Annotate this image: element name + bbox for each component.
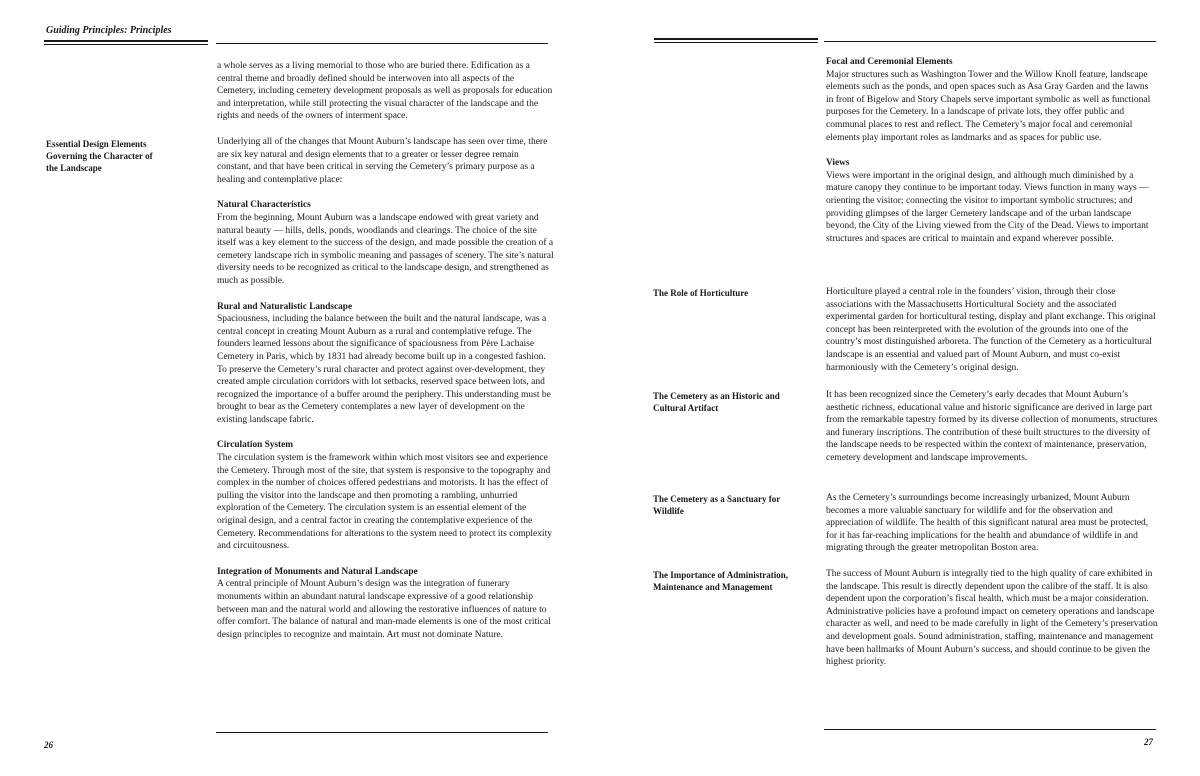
side-heading-administration: The Importance of Administration, Maintenance and Management xyxy=(653,570,788,592)
section-historic-artifact xyxy=(826,389,1158,465)
header-rule-double xyxy=(44,40,208,42)
section-administration xyxy=(826,568,1158,669)
element-views xyxy=(826,157,1158,245)
right-elements-column xyxy=(826,56,1158,258)
lead-text: Underlying all of the changes that Mount Auburn’s landscape has seen over time, there are six key natural and design elements that to a greater or lesser degree remain constant, and that have been critical in serving the Cemetery’s primary purpose as a healing and contemplative place: xyxy=(217,137,548,185)
section-body: The success of Mount Auburn is integrally tied to the high quality of care exhibited in the landscape. This result is directly dependent upon the calibre of the staff. It is also dependent upon the corporation’s fiscal health, which must be a major consideration. Administrative policies have a profound impact on cemetery operations and landscape character as well, and need to be made carefully in light of the Cemetery’s preservation and development goals. Sound administration, staffing, maintenance and management have been hallmarks of Mount Auburn’s success, and should continue to be given the highest priority. xyxy=(826,569,1158,668)
element-title: Rural and Naturalistic Landscape xyxy=(217,301,353,312)
side-heading-horticulture: The Role of Horticulture xyxy=(653,288,749,298)
element-body: From the beginning, Mount Auburn was a landscape endowed with great variety and natural beauty — hills, dells, ponds, woodlands and clearings. The choice of the site itself was a key element to the success of the design, and made possible the creation of a cemetery landscape rich in symbolic meaning and passages of scenery. The site’s natural diversity needs to be recognized as critical to the landscape design, and strengthened as much as possible. xyxy=(217,212,554,286)
element-title: Focal and Ceremonial Elements xyxy=(826,57,953,67)
running-head: Guiding Principles: Principles xyxy=(46,25,172,36)
left-main-column xyxy=(217,136,555,654)
left-intro-paragraph xyxy=(217,60,555,123)
element-focal-ceremonial xyxy=(826,56,1158,144)
side-heading-wildlife: The Cemetery as a Sanctuary for Wildlife xyxy=(653,494,781,516)
page-number-right: 27 xyxy=(1144,737,1153,747)
side-heading-historic-artifact: The Cemetery as an Historic and Cultural Artifact xyxy=(653,391,780,413)
section-wildlife xyxy=(826,492,1158,555)
element-integration-monuments xyxy=(217,566,555,642)
header-rule-thin xyxy=(44,44,208,45)
element-body: A central principle of Mount Auburn’s design was the integration of funerary monuments within an abundant natural landscape expressive of a good relationship between man and the natural world and allowing the restorative influences of nature to offer comfort. The balance of natural and man-made elements is one of the most critical design principles to recognize and maintain. Art must not dominate Nature. xyxy=(217,579,551,640)
element-natural-characteristics xyxy=(217,199,555,287)
element-body: Major structures such as Washington Tower and the Willow Knoll feature, landscape elements such as the ponds, and open spaces such as Asa Gray Garden and the lawns in front of Bigelow and Story Chapels serve important symbolic as well as functional purposes for the Cemetery. In a landscape of private lots, they offer public and communal places to rest and reflect. The Cemetery’s major focal and ceremonial elements play important roles as landmarks and as spaces for public use. xyxy=(826,69,1151,143)
element-title: Views xyxy=(826,158,850,169)
page-number-left: 26 xyxy=(44,740,53,750)
element-title: Natural Characteristics xyxy=(217,200,311,211)
section-body: As the Cemetery’s surroundings become increasingly urbanized, Mount Auburn becomes a more valuable sanctuary for wildlife and for the observation and appreciation of wildlife. The health of this significant natural area must be protected, for it has far-reaching implications for the health and abundance of wildlife in and migrating through the greater metropolitan Boston area. xyxy=(826,493,1149,554)
element-title: Circulation System xyxy=(217,440,294,451)
intro-text: a whole serves as a living memorial to those who are buried there. Edification as a central theme and broadly defined should be interwoven into all aspects of the Cemetery, including cemetery development proposals as well as proposals for education and interpretation, while still protecting the visual character of the landscape and the rights and needs of the owners of interment space. xyxy=(217,61,553,122)
section-horticulture xyxy=(826,286,1158,374)
header-rule-double-right xyxy=(654,38,818,40)
header-rule-column-right xyxy=(824,41,1156,42)
header-rule-column xyxy=(216,43,548,44)
element-circulation-system xyxy=(217,439,555,552)
element-body: The circulation system is the framework within which most visitors see and experience the Cemetery. Through most of the site, that system is responsive to the topography and complex in the number of choices offered pedestrians and motorists. It has the effect of pulling the visitor into the landscape and then promoting a rambling, unhurried exploration of the Cemetery. The circulation system is an essential element of the original design, and a central factor in creating the contemplative experience of the Cemetery. Recommendations for alterations to the system need to protect its complexity and circuitousness. xyxy=(217,453,552,552)
element-body: Views were important in the original design, and although much diminished by a mature canopy they continue to be important today. Views function in many ways — orienting the visitor; connecting the visitor to important symbolic structures; and providing glimpses of the larger Cemetery landscape and of the urban landscape beyond, the City of the Living viewed from the City of the Dead. Views to important structures and spaces are critical to maintain and expand wherever possible. xyxy=(826,170,1149,244)
footer-rule-right xyxy=(824,729,1156,730)
section-body: It has been recognized since the Cemetery’s early decades that Mount Auburn’s aesthetic richness, educational value and historic significance are derived in large part from the remarkable tapestry formed by its diverse collection of monuments, structures and funerary inscriptions. The contribution of these built structures to the diversity of the landscape needs to be respected within the context of maintenance, preservation, cemetery development and landscape improvements. xyxy=(826,390,1158,463)
footer-rule-left xyxy=(216,732,548,733)
element-body: Spaciousness, including the balance between the built and the natural landscape, was a central concept in creating Mount Auburn as a rural and contemplative refuge. The founders learned lessons about the significance of spaciousness from Père Lachaise Cemetery in Paris, which by 1831 had already become built up in a congested fashion. To preserve the Cemetery’s rural character and protect against over-development, they created ample circulation corridors with lot setbacks, reserved space between lots, and recognized the importance of a buffer around the periphery. This understanding must be brought to bear as the Cemetery contemplates a new layer of development on the existing landscape fabric. xyxy=(217,314,551,425)
element-rural-naturalistic xyxy=(217,301,555,427)
side-heading-essential-design: Essential Design Elements Governing the Character of the Landscape xyxy=(46,139,153,173)
header-rule-thin-right xyxy=(654,42,818,43)
lead-paragraph xyxy=(217,136,555,186)
element-title: Integration of Monuments and Natural Landscape xyxy=(217,566,418,577)
section-body: Horticulture played a central role in the founders’ vision, through their close associations with the Massachusetts Horticultural Society and the associated experimental garden for horticultural testing, display and plant exchange. This original concept has been reinterpreted with the evolution of the grounds into one of the country’s most distinguished arboreta. The function of the Cemetery as a horticultural landscape is an essential and valued part of Mount Auburn, and must co-exist harmoniously with the Cemetery’s original design. xyxy=(826,287,1156,373)
